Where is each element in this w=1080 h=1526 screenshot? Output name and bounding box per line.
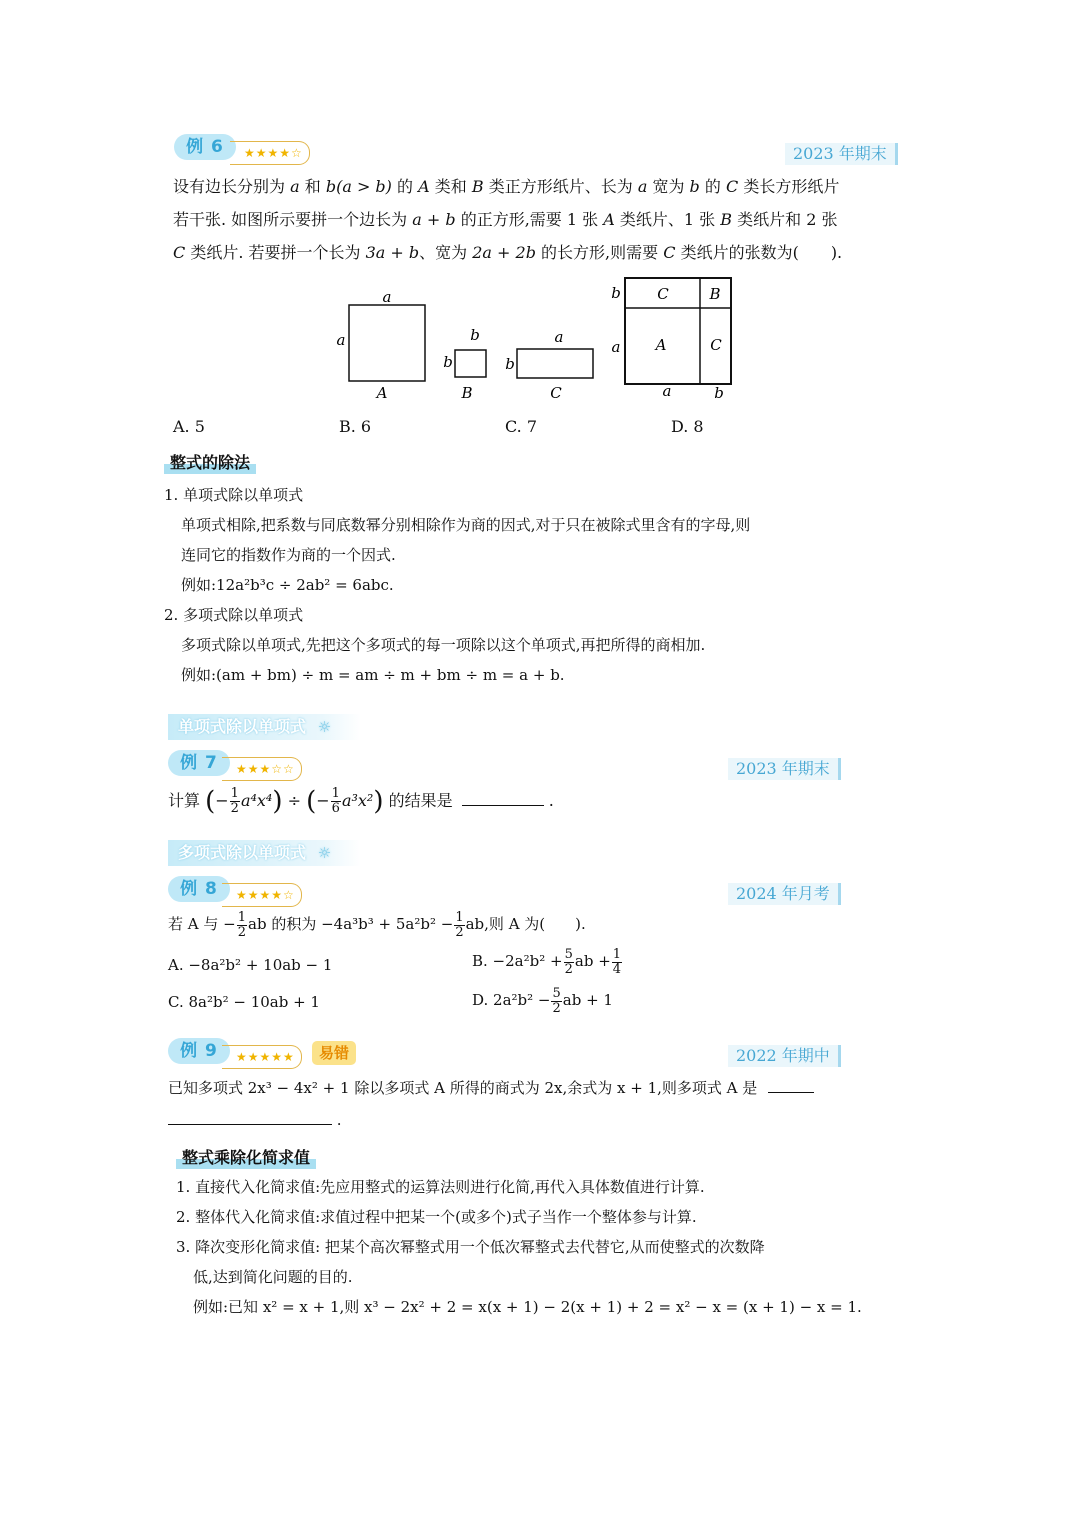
label: B bbox=[461, 384, 473, 402]
error-prone-badge: 易错 bbox=[312, 1041, 356, 1065]
difficulty-stars: ★★★★★ bbox=[222, 1045, 302, 1069]
option-d[interactable]: D. 8 bbox=[671, 417, 704, 436]
answer-blank[interactable] bbox=[462, 791, 544, 806]
option-a[interactable]: A. −8a²b² + 10ab − 1 bbox=[168, 956, 333, 974]
source-tag: 2024 年月考 bbox=[728, 883, 841, 905]
answer-blank[interactable] bbox=[768, 1078, 814, 1093]
example-7-badge: 例 7 bbox=[168, 750, 230, 776]
label: a bbox=[336, 331, 346, 349]
rule-body: 多项式除以单项式,先把这个多项式的每一项除以这个单项式,再把所得的商相加. bbox=[181, 636, 706, 654]
rule-title: 1. 单项式除以单项式 bbox=[164, 486, 304, 504]
rule-item: 低,达到简化问题的目的. bbox=[193, 1268, 353, 1286]
lightbulb-icon: ☼ bbox=[317, 718, 332, 736]
section-title: 整式的除法 bbox=[164, 452, 256, 474]
difficulty-stars: ★★★★☆ bbox=[222, 883, 302, 907]
rule-item: 3. 降次变形化简求值: 把某个高次幂整式用一个低次幂整式去代替它,从而使整式的次数降 bbox=[176, 1238, 765, 1256]
question-line: 若干张. 如图所示要拼一个边长为 a + b 的正方形,需要 1 张 A 类纸片、1 张 B 类纸片和 2 张 bbox=[173, 210, 838, 229]
label: A bbox=[376, 384, 388, 402]
option-d[interactable]: D. 2a²b² − $\frac{5}{2}$ ab + 1 bbox=[472, 985, 613, 1016]
rule-item: 2. 整体代入化简求值:求值过程中把某一个(或多个)式子当作一个整体参与计算. bbox=[176, 1208, 697, 1226]
label: b bbox=[505, 355, 515, 373]
label: b bbox=[714, 384, 724, 402]
question-line: C 类纸片. 若要拼一个长为 3a + b、宽为 2a + 2b 的长方形,则需要 C 类纸片的张数为( ). bbox=[173, 243, 843, 262]
example-8-badge: 例 8 bbox=[168, 876, 230, 902]
square-b bbox=[455, 350, 486, 377]
question-line: 设有边长分别为 a 和 b(a > b) 的 A 类和 B 类正方形纸片、长为 a 宽为 b 的 C 类长方形纸片 bbox=[173, 177, 840, 196]
label: a bbox=[554, 328, 564, 346]
label: C bbox=[710, 336, 722, 354]
difficulty-stars: ★★★☆☆ bbox=[222, 757, 302, 781]
example-8-question: 若 A 与 − $\frac{1}{2}$ ab 的积为 −4a³b³ + 5a²b² − $\frac{1}{2}$ ab,则 A 为( ). bbox=[168, 909, 586, 940]
example-6-badge: 例 6 bbox=[174, 134, 236, 160]
source-tag: 2023 年期末 bbox=[785, 143, 898, 165]
rule-item: 1. 直接代入化简求值:先应用整式的运算法则进行化简,再代入具体数值进行计算. bbox=[176, 1178, 705, 1196]
rule-example: 例如:已知 x² = x + 1,则 x³ − 2x² + 2 = x(x + 1) − 2(x + 1) + 2 = x² − x = (x + 1) − x = 1. bbox=[193, 1298, 862, 1316]
label: C bbox=[657, 285, 669, 303]
option-c[interactable]: C. 7 bbox=[505, 417, 538, 436]
answer-blank[interactable] bbox=[168, 1110, 332, 1125]
tiles-diagram bbox=[320, 270, 760, 410]
difficulty-stars: ★★★★☆ bbox=[230, 141, 310, 165]
source-tag: 2023 年期末 bbox=[728, 758, 841, 780]
label: b bbox=[470, 326, 480, 344]
label: b bbox=[443, 353, 453, 371]
label: C bbox=[550, 384, 562, 402]
option-b[interactable]: B. 6 bbox=[339, 417, 372, 436]
rule-example: 例如:12a²b³c ÷ 2ab² = 6abc. bbox=[181, 576, 394, 594]
label: a bbox=[382, 288, 392, 306]
label: B bbox=[709, 285, 721, 303]
answer-line: . bbox=[168, 1107, 342, 1133]
source-tag: 2022 年期中 bbox=[728, 1045, 841, 1067]
topic-title: 多项式除以单项式 ☼ bbox=[168, 840, 361, 866]
rect-c bbox=[517, 349, 593, 378]
example-9-badge: 例 9 bbox=[168, 1038, 230, 1064]
label: A bbox=[655, 336, 667, 354]
label: a bbox=[611, 338, 621, 356]
option-c[interactable]: C. 8a²b² − 10ab + 1 bbox=[168, 993, 320, 1011]
example-7-question: 计算 (− $\frac{1}{2}$ a⁴x⁴) ÷ (− $\frac{1}{6}$ a³x²) 的结果是 . bbox=[168, 786, 554, 817]
example-9-question: 已知多项式 2x³ − 4x² + 1 除以多项式 A 所得的商式为 2x,余式为 x + 1,则多项式 A 是 bbox=[168, 1073, 814, 1103]
section-title: 整式乘除化简求值 bbox=[176, 1147, 316, 1169]
rule-title: 2. 多项式除以单项式 bbox=[164, 606, 304, 624]
rule-example: 例如:(am + bm) ÷ m = am ÷ m + bm ÷ m = a + b. bbox=[181, 666, 565, 684]
rule-body: 连同它的指数作为商的一个因式. bbox=[181, 546, 396, 564]
label: a bbox=[662, 382, 672, 400]
division-rules bbox=[164, 480, 750, 690]
topic-title: 单项式除以单项式 ☼ bbox=[168, 714, 361, 740]
example-6-question bbox=[173, 170, 913, 269]
option-b[interactable]: B. −2a²b² + $\frac{5}{2}$ ab + $\frac{1}{4}$ bbox=[472, 946, 622, 977]
square-a bbox=[349, 305, 425, 381]
label: b bbox=[611, 284, 621, 302]
option-a[interactable]: A. 5 bbox=[173, 417, 205, 436]
lightbulb-icon: ☼ bbox=[317, 844, 332, 862]
rule-body: 单项式相除,把系数与同底数幂分别相除作为商的因式,对于只在被除式里含有的字母,则 bbox=[181, 516, 751, 534]
simplify-rules bbox=[176, 1172, 862, 1322]
